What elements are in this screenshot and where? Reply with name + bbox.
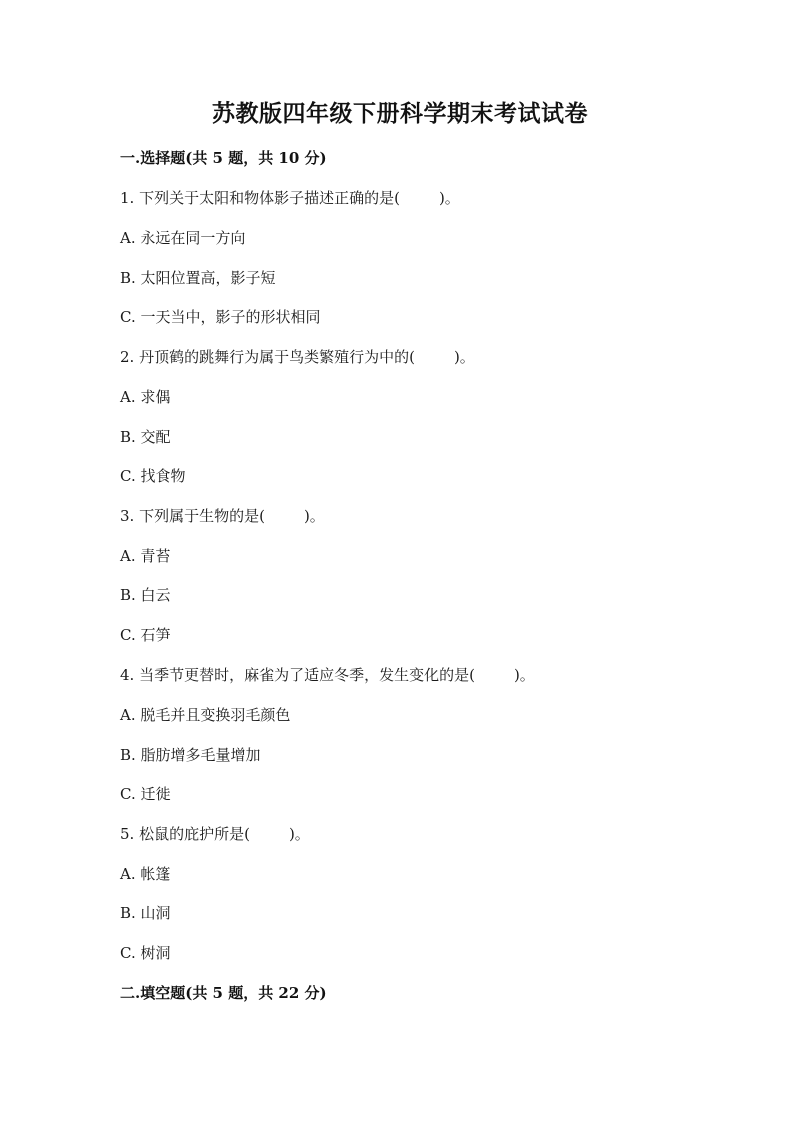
question-stem-end: )。 bbox=[288, 825, 310, 843]
section-heading-choice: 一.选择题(共 5 题，共 10 分) bbox=[120, 149, 327, 167]
question-5-option-a: A. 帐篷 bbox=[120, 865, 171, 883]
question-2-option-a: A. 求偶 bbox=[120, 388, 171, 406]
question-stem-end: )。 bbox=[303, 507, 325, 525]
question-4-option-b: B. 脂肪增多毛量增加 bbox=[120, 746, 261, 764]
exam-title: 苏教版四年级下册科学期末考试试卷 bbox=[212, 100, 588, 127]
question-1-option-b: B. 太阳位置高，影子短 bbox=[120, 269, 276, 287]
question-1-stem bbox=[120, 187, 460, 209]
question-4-option-c: C. 迁徙 bbox=[120, 785, 171, 803]
question-stem-end: )。 bbox=[453, 348, 475, 366]
question-2-option-c: C. 找食物 bbox=[120, 467, 186, 485]
question-stem-text: 1. 下列关于太阳和物体影子描述正确的是( bbox=[120, 189, 400, 207]
question-5-option-b: B. 山洞 bbox=[120, 904, 171, 922]
question-3-option-c: C. 石笋 bbox=[120, 626, 171, 644]
question-stem-text: 3. 下列属于生物的是( bbox=[120, 507, 265, 525]
question-1-option-c: C. 一天当中，影子的形状相同 bbox=[120, 308, 321, 326]
question-3-option-a: A. 青苔 bbox=[120, 547, 171, 565]
question-stem-text: 2. 丹顶鹤的跳舞行为属于鸟类繁殖行为中的( bbox=[120, 348, 415, 366]
question-stem-end: )。 bbox=[438, 189, 460, 207]
question-3-option-b: B. 白云 bbox=[120, 586, 171, 604]
question-5-stem bbox=[120, 823, 310, 845]
question-2-stem bbox=[120, 346, 475, 368]
section-heading-fill-blank: 二.填空题(共 5 题，共 22 分) bbox=[120, 984, 327, 1002]
question-stem-text: 4. 当季节更替时，麻雀为了适应冬季，发生变化的是( bbox=[120, 666, 475, 684]
question-1-option-a: A. 永远在同一方向 bbox=[120, 229, 246, 247]
question-2-option-b: B. 交配 bbox=[120, 428, 171, 446]
question-4-option-a: A. 脱毛并且变换羽毛颜色 bbox=[120, 706, 291, 724]
question-stem-end: )。 bbox=[513, 666, 535, 684]
question-4-stem bbox=[120, 664, 535, 686]
question-3-stem bbox=[120, 505, 325, 527]
question-stem-text: 5. 松鼠的庇护所是( bbox=[120, 825, 250, 843]
question-5-option-c: C. 树洞 bbox=[120, 944, 171, 962]
